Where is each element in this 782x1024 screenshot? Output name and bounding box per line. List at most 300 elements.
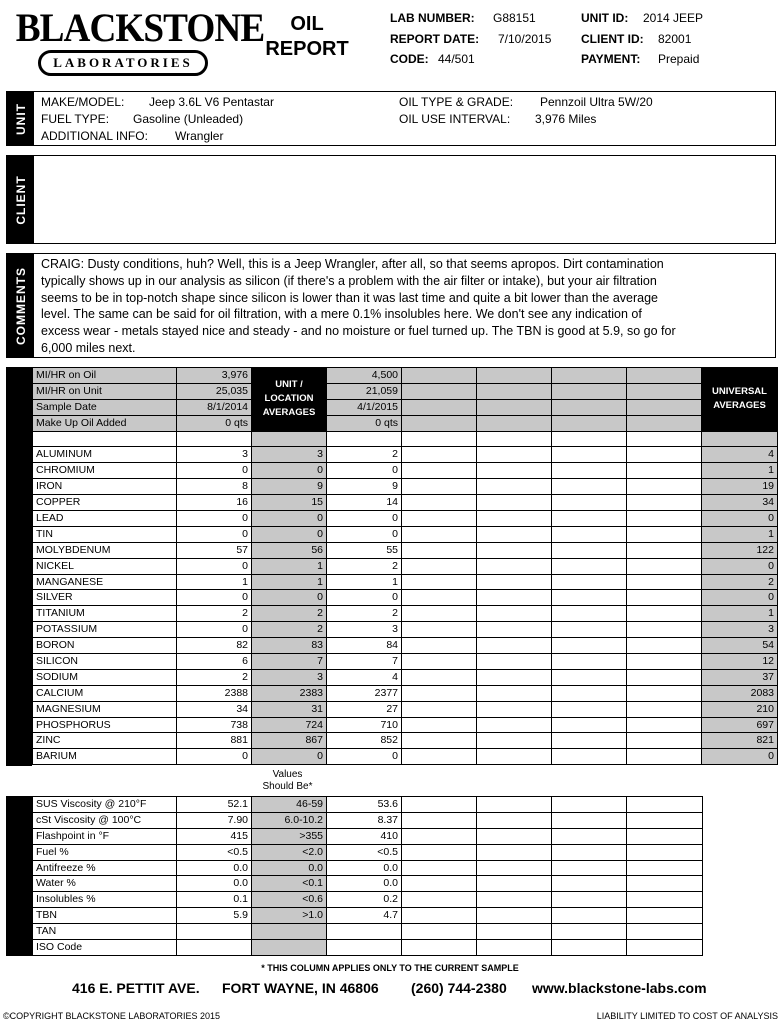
property-should-be-value: <0.1 [252,876,327,892]
history-empty-cell [552,860,627,876]
sample-info-label: Make Up Oil Added [33,415,177,431]
element-name: IRON [33,479,177,495]
spacer-cell [177,431,252,447]
history-empty-cell [402,797,477,813]
element-previous-value: 0 [327,463,402,479]
history-empty-cell [627,606,702,622]
elements-side-label: ELEMENTS IN PARTS PER MILLION [12,438,26,695]
element-name: TIN [33,526,177,542]
element-previous-value: 2 [327,447,402,463]
spacer-row [33,431,778,447]
element-name: ZINC [33,733,177,749]
history-empty-cell [627,638,702,654]
property-name: ISO Code [33,940,177,956]
element-name: LEAD [33,511,177,527]
history-empty-cell [552,797,627,813]
property-row [33,828,703,844]
additional-info-label: ADDITIONAL INFO: [41,129,148,143]
history-empty-cell [402,844,477,860]
history-empty-cell [627,574,702,590]
element-row [33,654,778,670]
history-empty-cell [552,495,627,511]
property-current-value: 0.1 [177,892,252,908]
property-should-be-value: >1.0 [252,908,327,924]
element-current-value: 0 [177,511,252,527]
history-empty-cell [627,924,703,940]
element-universal-average: 3 [702,622,778,638]
element-previous-value: 2377 [327,685,402,701]
history-empty-cell [402,558,477,574]
footer-address: 416 E. PETTIT AVE. [72,980,200,996]
history-empty-cell [477,399,552,415]
element-row [33,574,778,590]
history-empty-cell [402,701,477,717]
element-name: BARIUM [33,749,177,765]
element-previous-value: 55 [327,542,402,558]
footer-city: FORT WAYNE, IN 46806 [222,980,379,996]
property-current-value: 5.9 [177,908,252,924]
history-empty-cell [627,399,702,415]
element-row [33,511,778,527]
history-empty-cell [402,415,477,431]
history-empty-cell [552,399,627,415]
report-date-label: REPORT DATE: [390,32,480,46]
element-row [33,669,778,685]
element-universal-average: 1 [702,463,778,479]
property-previous-value: 0.2 [327,892,402,908]
comments-text: CRAIG: Dusty conditions, huh? Well, this is a Jeep Wrangler, after all, so that seems apropos. Dirt contamination typically shows up in our analysis as silicon (if there's a problem with the air filter or intake), but your air filtration seems to be in top-notch shape since silicon is lower than it was last time and quite a bit lower than the average level. The same can be said for oil filtration, with a mere 0.1% insolubles here. We don't see any indication of excess wear - metals stayed nice and steady - and no moisture or fuel turned up. The TBN is good at 5.9, so go for 6,000 miles next. [41,257,676,355]
history-empty-cell [627,828,703,844]
element-universal-average: 34 [702,495,778,511]
property-name: cSt Viscosity @ 100°C [33,812,177,828]
history-empty-cell [552,606,627,622]
element-row [33,749,778,765]
property-name: SUS Viscosity @ 210°F [33,797,177,813]
element-universal-average: 54 [702,638,778,654]
history-empty-cell [627,669,702,685]
history-empty-cell [627,622,702,638]
report-title [258,12,356,62]
history-empty-cell [477,368,552,384]
element-previous-value: 0 [327,511,402,527]
history-empty-cell [477,701,552,717]
element-name: CALCIUM [33,685,177,701]
element-current-value: 2 [177,669,252,685]
history-empty-cell [402,495,477,511]
history-empty-cell [477,654,552,670]
unit-averages-header: UNIT / LOCATION AVERAGES [252,368,327,432]
history-empty-cell [627,844,703,860]
element-current-value: 0 [177,590,252,606]
element-current-value: 881 [177,733,252,749]
element-universal-average: 697 [702,717,778,733]
property-should-be-value [252,924,327,940]
element-unit-average: 2 [252,622,327,638]
element-previous-value: 3 [327,622,402,638]
sample-info-label: MI/HR on Unit [33,383,177,399]
history-empty-cell [477,511,552,527]
client-id-value: 82001 [658,32,692,46]
element-current-value: 0 [177,558,252,574]
element-universal-average: 0 [702,511,778,527]
element-current-value: 3 [177,447,252,463]
values-header-line1: Values [272,769,303,780]
element-previous-value: 27 [327,701,402,717]
element-previous-value: 852 [327,733,402,749]
property-previous-value: 53.6 [327,797,402,813]
history-empty-cell [627,876,703,892]
history-empty-cell [402,383,477,399]
history-empty-cell [627,511,702,527]
element-name: TITANIUM [33,606,177,622]
element-current-value: 6 [177,654,252,670]
element-previous-value: 2 [327,606,402,622]
history-empty-cell [552,542,627,558]
property-previous-value [327,924,402,940]
history-empty-cell [552,558,627,574]
element-row [33,622,778,638]
history-empty-cell [477,638,552,654]
report-date-value: 7/10/2015 [498,32,552,46]
property-current-value [177,940,252,956]
history-empty-cell [402,638,477,654]
element-current-value: 16 [177,495,252,511]
comments-side-label: COMMENTS [13,266,28,345]
history-empty-cell [477,892,552,908]
code-label: CODE: [390,52,429,66]
properties-table-body [33,797,703,956]
history-empty-cell [402,940,477,956]
client-sidebar [7,156,34,243]
history-empty-cell [477,908,552,924]
history-empty-cell [552,368,627,384]
client-section [6,155,776,244]
history-empty-cell [402,479,477,495]
history-empty-cell [477,622,552,638]
sample-info-label: Sample Date [33,399,177,415]
spacer-cell [627,431,702,447]
property-should-be-value: 46-59 [252,797,327,813]
history-empty-cell [552,447,627,463]
footer-liability: LIABILITY LIMITED TO COST OF ANALYSIS [596,1011,778,1021]
element-unit-average: 867 [252,733,327,749]
spacer-cell [702,431,778,447]
element-unit-average: 0 [252,590,327,606]
history-empty-cell [402,717,477,733]
element-unit-average: 1 [252,558,327,574]
element-unit-average: 56 [252,542,327,558]
element-previous-value: 2 [327,558,402,574]
history-empty-cell [552,908,627,924]
history-empty-cell [627,654,702,670]
sample-info-row [33,399,778,415]
oil-type-label: OIL TYPE & GRADE: [399,95,514,109]
property-row [33,812,703,828]
property-current-value: <0.5 [177,844,252,860]
history-empty-cell [627,860,703,876]
property-row [33,924,703,940]
property-current-value: 52.1 [177,797,252,813]
history-empty-cell [477,574,552,590]
property-name: Fuel % [33,844,177,860]
history-empty-cell [477,558,552,574]
history-empty-cell [627,797,703,813]
history-empty-cell [627,415,702,431]
history-empty-cell [402,860,477,876]
element-previous-value: 7 [327,654,402,670]
history-empty-cell [552,654,627,670]
element-unit-average: 15 [252,495,327,511]
element-universal-average: 37 [702,669,778,685]
element-previous-value: 14 [327,495,402,511]
code-value: 44/501 [438,52,475,66]
sample-current-value: 8/1/2014 [177,399,252,415]
history-empty-cell [402,606,477,622]
sample-info-row [33,368,778,384]
report-title-line1: OIL [290,13,324,35]
sample-info-row [33,383,778,399]
sample-current-value: 25,035 [177,383,252,399]
oil-use-value: 3,976 Miles [535,112,597,126]
element-name: COPPER [33,495,177,511]
history-empty-cell [477,733,552,749]
element-universal-average: 210 [702,701,778,717]
property-name: Insolubles % [33,892,177,908]
history-empty-cell [477,526,552,542]
history-empty-cell [627,383,702,399]
history-empty-cell [477,447,552,463]
property-row [33,797,703,813]
history-empty-cell [402,447,477,463]
element-current-value: 0 [177,463,252,479]
unit-side-label: UNIT [13,102,28,135]
report-title-line2: REPORT [265,38,349,60]
element-universal-average: 12 [702,654,778,670]
element-name: SILICON [33,654,177,670]
property-row [33,860,703,876]
history-empty-cell [552,669,627,685]
sample-previous-value: 4/1/2015 [327,399,402,415]
history-empty-cell [627,558,702,574]
history-empty-cell [477,812,552,828]
history-empty-cell [627,940,703,956]
history-empty-cell [552,733,627,749]
history-empty-cell [402,892,477,908]
property-row [33,940,703,956]
make-model-label: MAKE/MODEL: [41,95,125,109]
history-empty-cell [552,590,627,606]
property-current-value: 0.0 [177,860,252,876]
element-unit-average: 2383 [252,685,327,701]
history-empty-cell [402,622,477,638]
element-current-value: 34 [177,701,252,717]
property-should-be-value: <2.0 [252,844,327,860]
history-empty-cell [552,892,627,908]
element-current-value: 2388 [177,685,252,701]
element-universal-average: 4 [702,447,778,463]
element-unit-average: 7 [252,654,327,670]
history-empty-cell [402,511,477,527]
history-empty-cell [627,812,703,828]
footer-website: www.blackstone-labs.com [532,980,707,996]
sample-previous-value: 4,500 [327,368,402,384]
element-name: BORON [33,638,177,654]
element-name: MOLYBDENUM [33,542,177,558]
history-empty-cell [477,685,552,701]
element-current-value: 8 [177,479,252,495]
element-row [33,542,778,558]
history-empty-cell [627,685,702,701]
element-current-value: 2 [177,606,252,622]
history-empty-cell [627,717,702,733]
client-side-label: CLIENT [13,174,28,225]
property-current-value: 415 [177,828,252,844]
comments-sidebar [7,254,34,357]
history-empty-cell [627,495,702,511]
lab-number-label: LAB NUMBER: [390,11,475,25]
element-row [33,685,778,701]
property-row [33,844,703,860]
history-empty-cell [552,812,627,828]
history-empty-cell [627,892,703,908]
properties-table [32,796,703,956]
history-empty-cell [477,860,552,876]
history-empty-cell [477,844,552,860]
unit-section [6,91,776,146]
element-current-value: 57 [177,542,252,558]
property-previous-value: 8.37 [327,812,402,828]
element-previous-value: 1 [327,574,402,590]
values-header-line2: Should Be* [262,781,313,792]
history-empty-cell [477,590,552,606]
history-empty-cell [552,685,627,701]
history-empty-cell [477,876,552,892]
history-empty-cell [552,940,627,956]
fuel-type-label: FUEL TYPE: [41,112,110,126]
history-empty-cell [627,479,702,495]
client-id-label: CLIENT ID: [581,32,644,46]
property-previous-value: 0.0 [327,876,402,892]
history-empty-cell [552,844,627,860]
property-row [33,876,703,892]
element-universal-average: 1 [702,606,778,622]
history-empty-cell [477,383,552,399]
property-should-be-value: >355 [252,828,327,844]
element-previous-value: 4 [327,669,402,685]
values-should-be-header [250,769,325,793]
history-empty-cell [627,749,702,765]
footer-phone: (260) 744-2380 [411,980,507,996]
additional-info-value: Wrangler [175,129,224,143]
history-empty-cell [402,908,477,924]
history-empty-cell [477,940,552,956]
element-row [33,733,778,749]
history-empty-cell [477,749,552,765]
element-row [33,701,778,717]
element-unit-average: 1 [252,574,327,590]
element-previous-value: 0 [327,749,402,765]
element-unit-average: 724 [252,717,327,733]
elements-sidebar [6,367,32,766]
spacer-cell [33,431,177,447]
element-row [33,495,778,511]
element-unit-average: 31 [252,701,327,717]
spacer-cell [252,431,327,447]
unit-id-label: UNIT ID: [581,11,629,25]
footer-copyright: ©COPYRIGHT BLACKSTONE LABORATORIES 2015 [3,1011,221,1021]
element-unit-average: 0 [252,511,327,527]
element-name: ALUMINUM [33,447,177,463]
element-unit-average: 3 [252,447,327,463]
element-universal-average: 19 [702,479,778,495]
payment-label: PAYMENT: [581,52,641,66]
history-empty-cell [477,828,552,844]
history-empty-cell [402,654,477,670]
element-previous-value: 84 [327,638,402,654]
history-empty-cell [402,368,477,384]
properties-sidebar [6,796,32,956]
element-unit-average: 2 [252,606,327,622]
sample-previous-value: 0 qts [327,415,402,431]
element-name: NICKEL [33,558,177,574]
history-empty-cell [552,876,627,892]
history-empty-cell [552,463,627,479]
element-previous-value: 710 [327,717,402,733]
element-current-value: 0 [177,622,252,638]
history-empty-cell [627,368,702,384]
history-empty-cell [552,924,627,940]
history-empty-cell [627,463,702,479]
history-empty-cell [552,415,627,431]
history-empty-cell [477,717,552,733]
property-name: TAN [33,924,177,940]
spacer-cell [402,431,477,447]
element-current-value: 1 [177,574,252,590]
element-row [33,717,778,733]
property-name: TBN [33,908,177,924]
history-empty-cell [402,924,477,940]
sample-info-label: MI/HR on Oil [33,368,177,384]
unit-id-value: 2014 JEEP [643,11,704,25]
element-unit-average: 83 [252,638,327,654]
element-row [33,590,778,606]
property-current-value: 0.0 [177,876,252,892]
sample-current-value: 3,976 [177,368,252,384]
element-row [33,558,778,574]
history-empty-cell [627,701,702,717]
property-row [33,892,703,908]
history-empty-cell [552,574,627,590]
history-empty-cell [552,511,627,527]
history-empty-cell [402,749,477,765]
history-empty-cell [552,526,627,542]
logo-brand-text: BLACKSTONE [15,5,265,50]
history-empty-cell [402,828,477,844]
element-current-value: 0 [177,749,252,765]
history-empty-cell [627,542,702,558]
unit-sidebar [7,92,34,145]
element-row [33,606,778,622]
history-empty-cell [477,797,552,813]
element-row [33,463,778,479]
element-row [33,479,778,495]
property-should-be-value: <0.6 [252,892,327,908]
property-previous-value: 4.7 [327,908,402,924]
oil-type-value: Pennzoil Ultra 5W/20 [540,95,653,109]
element-name: PHOSPHORUS [33,717,177,733]
history-empty-cell [477,669,552,685]
elements-table [32,367,778,765]
